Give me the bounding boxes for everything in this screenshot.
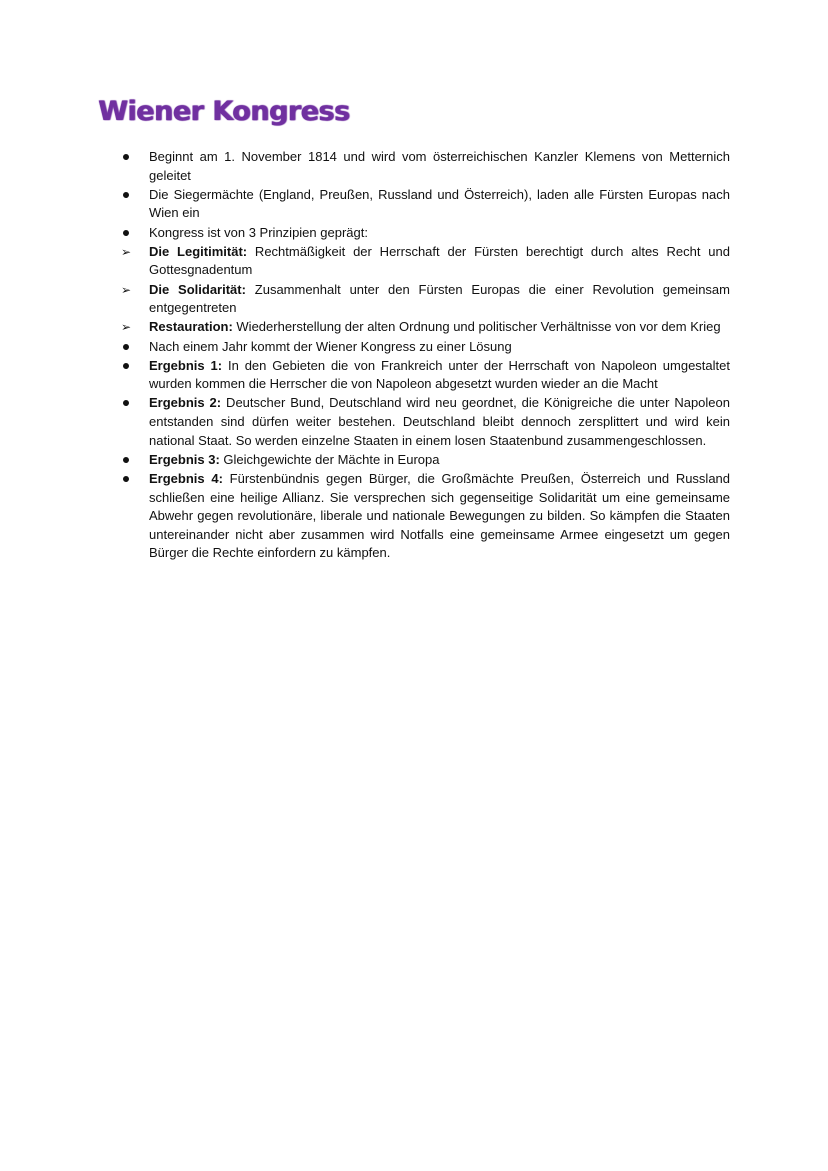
item-label: Die Legitimität: — [149, 243, 248, 259]
list-item — [120, 148, 730, 185]
item-label: Restauration: — [149, 319, 233, 335]
item-label: Die Solidarität: — [149, 281, 246, 297]
item-text: Die Siegermächte (England, Preußen, Russland und Österreich), laden alle Fürsten Europas nach Wien ein — [149, 186, 730, 221]
list-item — [120, 451, 730, 470]
item-text: Wiederherstellung der alten Ordnung und politischer Verhältnisse von vor dem Krieg — [232, 319, 721, 335]
item-text: Fürstenbündnis gegen Bürger, die Großmächte Preußen, Österreich und Russland schließen eine heilige Allianz. Sie versprechen sich gegenseitige Solidarität um eine gemeinsame Abwehr gegen revolutionäre, liberale und nationale Bewegungen zu bilden. So kämpfen die Staaten untereinander nicht aber zusammen wird Notfalls eine gemeinsame Armee eingesetzt um gegen Bürger die Rechte einfordern zu kämpfen. — [149, 471, 731, 561]
item-label: Ergebnis 2: — [149, 395, 222, 411]
item-label: Ergebnis 1: — [149, 357, 223, 373]
list-item — [120, 281, 730, 318]
list-item — [120, 224, 730, 243]
item-text: Nach einem Jahr kommt der Wiener Kongress zu einer Lösung — [149, 338, 512, 354]
list-item — [120, 243, 730, 280]
item-label: Ergebnis 3: — [149, 451, 220, 467]
page-title: Wiener Kongress — [98, 96, 350, 127]
item-text: In den Gebieten die von Frankreich unter der Herrschaft von Napoleon umgestaltet wurden kommen die Herrscher die von Napoleon abgesetzt wurden wieder an die Macht — [149, 357, 730, 392]
item-text: Beginnt am 1. November 1814 und wird vom österreichischen Kanzler Klemens von Metternich geleitet — [149, 149, 730, 183]
list-item — [120, 186, 730, 223]
list-item — [120, 470, 730, 563]
list-item — [120, 357, 730, 394]
item-text: Deutscher Bund, Deutschland wird neu geordnet, die Königreiche die unter Napoleon entstanden sind dürfen weiter bestehen. Deutschland bleibt dennoch zersplittert und wird kein national Staat. So werden einzelne Staaten in einem losen Staatenbund zusammengeschlossen. — [149, 395, 730, 448]
item-text: Zusammenhalt unter den Fürsten Europas die einer Revolution gemeinsam entgegentreten — [149, 281, 730, 316]
bullet-list — [120, 148, 730, 563]
list-item — [120, 318, 730, 337]
item-text: Kongress ist von 3 Prinzipien geprägt: — [149, 224, 368, 240]
list-item — [120, 394, 730, 450]
item-text: Rechtmäßigkeit der Herrschaft der Fürsten berechtigt durch altes Recht und Gottesgnadentum — [149, 243, 730, 278]
list-item — [120, 338, 730, 357]
item-label: Ergebnis 4: — [149, 471, 223, 487]
item-text: Gleichgewichte der Mächte in Europa — [219, 451, 440, 467]
